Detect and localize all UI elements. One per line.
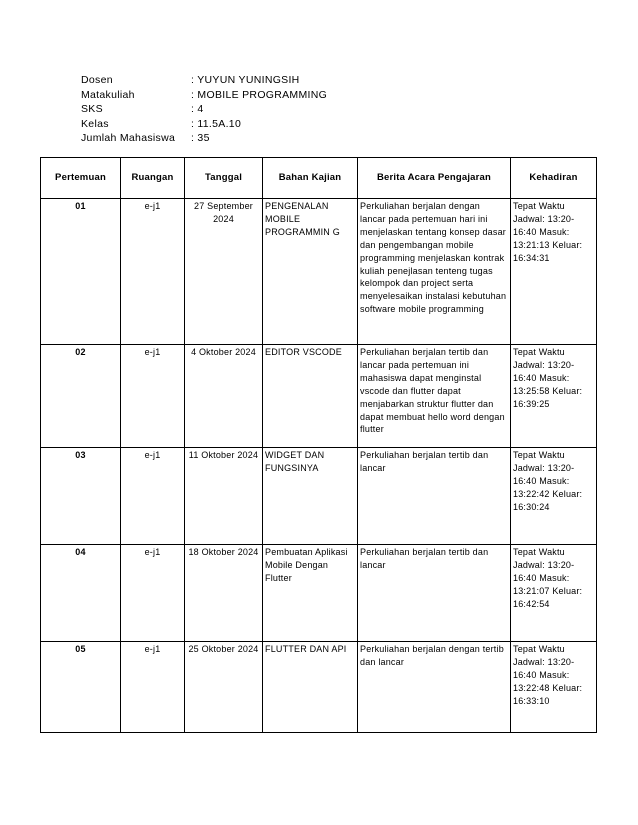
- header-ruangan: Ruangan: [121, 158, 185, 199]
- cell-tanggal: 27 September 2024: [185, 199, 263, 345]
- table-row: [41, 199, 597, 345]
- cell-berita-acara: Perkuliahan berjalan tertib dan lancar: [358, 448, 511, 545]
- cell-bahan-kajian: EDITOR VSCODE: [263, 345, 358, 448]
- cell-tanggal: 18 Oktober 2024: [185, 545, 263, 642]
- matakuliah-label: Matakuliah: [81, 88, 135, 101]
- header-bahan-kajian: Bahan Kajian: [263, 158, 358, 199]
- header-pertemuan: Pertemuan: [41, 158, 121, 199]
- info-sks: [81, 102, 327, 117]
- cell-bahan-kajian: PENGENALAN MOBILE PROGRAMMIN G: [263, 199, 358, 345]
- berita-text: Perkuliahan berjalan dengan lancar pada pertemuan hari ini menjelaskan tentang konsep dasar dan pengembangan mobile programming menjelaskan kontrak kuliah penejlasan tenteng tugas kelompok dan project serta menyelesaikan instalasi kebutuhan software mobile programming: [360, 201, 507, 315]
- cell-tanggal: 11 Oktober 2024: [185, 448, 263, 545]
- cell-kehadiran: Tepat Waktu Jadwal: 13:20-16:40 Masuk: 13:21:13 Keluar: 16:34:31: [511, 199, 597, 345]
- cell-pertemuan: 04: [41, 545, 121, 642]
- table-row: [41, 448, 597, 545]
- header-berita-acara: Berita Acara Pengajaran: [358, 158, 511, 199]
- info-jumlah: [81, 131, 327, 146]
- dosen-value: : YUYUN YUNINGSIH: [191, 74, 300, 86]
- cell-pertemuan: 01: [41, 199, 121, 345]
- table-row: [41, 642, 597, 733]
- cell-ruangan: e-j1: [121, 345, 185, 448]
- cell-kehadiran: Tepat Waktu Jadwal: 13:20-16:40 Masuk: 13:22:42 Keluar: 16:30:24: [511, 448, 597, 545]
- info-kelas: [81, 117, 327, 132]
- table-row: [41, 345, 597, 448]
- cell-pertemuan: 02: [41, 345, 121, 448]
- cell-tanggal: 25 Oktober 2024: [185, 642, 263, 733]
- cell-ruangan: e-j1: [121, 545, 185, 642]
- cell-berita-acara: [358, 199, 511, 345]
- cell-berita-acara: [358, 345, 511, 448]
- cell-kehadiran: Tepat Waktu Jadwal: 13:20-16:40 Masuk: 13:25:58 Keluar: 16:39:25: [511, 345, 597, 448]
- berita-text: Perkuliahan berjalan tertib dan lancar pada pertemuan ini mahasiswa dapat menginstal vscode dan flutter dapat menjabarkan struktur flutter dan dapat membuat hello word dengan flutter: [360, 347, 505, 435]
- jumlah-label: Jumlah Mahasiswa: [81, 132, 176, 144]
- dosen-label: Dosen: [81, 74, 113, 86]
- cell-kehadiran: Tepat Waktu Jadwal: 13:20-16:40 Masuk: 13:21:07 Keluar: 16:42:54: [511, 545, 597, 642]
- cell-ruangan: e-j1: [121, 199, 185, 345]
- info-matakuliah: [81, 88, 327, 103]
- cell-kehadiran: [511, 642, 597, 733]
- cell-pertemuan: 03: [41, 448, 121, 545]
- sks-label: SKS: [81, 103, 103, 115]
- jumlah-value: : 35: [191, 132, 210, 144]
- kehadiran-text: Tepat Waktu Jadwal: 13:20-16:40 Masuk: 13:22:48 Keluar: 16:33:10: [513, 644, 583, 706]
- matakuliah-value: : MOBILE PROGRAMMING: [191, 88, 328, 101]
- cell-berita-acara: Perkuliahan berjalan dengan tertib dan lancar: [358, 642, 511, 733]
- cell-ruangan: e-j1: [121, 642, 185, 733]
- cell-bahan-kajian: FLUTTER DAN API: [263, 642, 358, 733]
- cell-ruangan: e-j1: [121, 448, 185, 545]
- cell-tanggal: 4 Oktober 2024: [185, 345, 263, 448]
- attendance-table: [40, 157, 597, 733]
- info-dosen: [81, 73, 327, 88]
- table-header-row: [41, 158, 597, 199]
- kelas-value: : 11.5A.10: [191, 117, 242, 130]
- kelas-label: Kelas: [81, 117, 109, 130]
- table-row: [41, 545, 597, 642]
- course-info: [81, 73, 327, 146]
- sks-value: : 4: [191, 103, 204, 115]
- header-tanggal: Tanggal: [185, 158, 263, 199]
- cell-pertemuan: 05: [41, 642, 121, 733]
- cell-bahan-kajian: WIDGET DAN FUNGSINYA: [263, 448, 358, 545]
- header-kehadiran: Kehadiran: [511, 158, 597, 199]
- cell-bahan-kajian: Pembuatan Aplikasi Mobile Dengan Flutter: [263, 545, 358, 642]
- cell-berita-acara: Perkuliahan berjalan tertib dan lancar: [358, 545, 511, 642]
